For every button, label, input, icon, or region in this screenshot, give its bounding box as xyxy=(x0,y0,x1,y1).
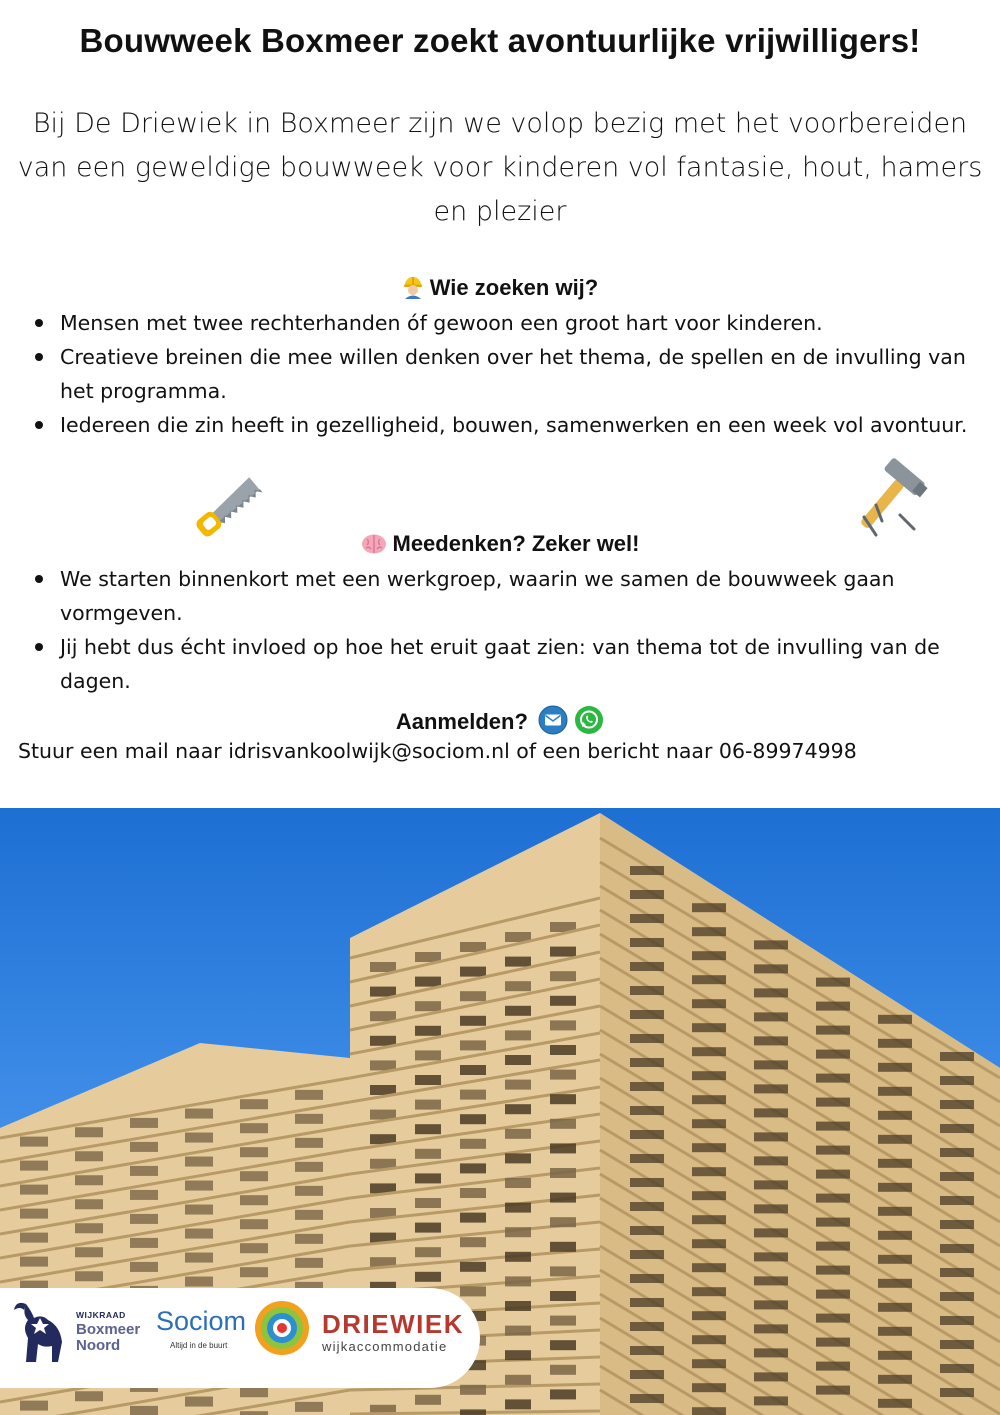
pallet-gap xyxy=(130,1406,158,1415)
pallet-gap xyxy=(754,1060,788,1069)
pallet-gap xyxy=(630,1346,664,1355)
pallet-gap xyxy=(630,1034,664,1043)
pallet-gap xyxy=(550,1070,576,1080)
pallet-gap xyxy=(550,1365,576,1375)
pallet-gap xyxy=(185,1157,213,1167)
pallet-gap xyxy=(415,1149,441,1159)
pallet-gap xyxy=(295,1234,323,1244)
pallet-gap xyxy=(75,1151,103,1161)
construction-worker-icon xyxy=(402,275,424,305)
pallet-gap xyxy=(460,1090,486,1100)
intro-line: van een geweldige bouwweek voor kinderen vol fantasie, hout, hamers xyxy=(17,152,983,183)
pallet-gap xyxy=(20,1401,48,1411)
pallet-gap xyxy=(370,1036,396,1046)
pallet-gap xyxy=(20,1137,48,1147)
wijkraad-goat-logo-icon xyxy=(12,1298,68,1368)
pallet-gap xyxy=(295,1114,323,1124)
pallet-gap xyxy=(630,1130,664,1139)
pallet-gap xyxy=(816,1338,850,1347)
pallet-gap xyxy=(295,1258,323,1268)
pallet-gap xyxy=(692,951,726,960)
pallet-gap xyxy=(460,1065,486,1075)
pallet-gap xyxy=(816,1314,850,1323)
pallet-gap xyxy=(550,1340,576,1350)
pallet-gap xyxy=(754,1396,788,1405)
pallet-gap xyxy=(295,1162,323,1172)
pallet-gap xyxy=(370,1011,396,1021)
pallet-gap xyxy=(878,1231,912,1240)
pallet-gap xyxy=(816,1074,850,1083)
pallet-gap xyxy=(295,1210,323,1220)
pallet-gap xyxy=(75,1127,103,1137)
pallet-gap xyxy=(754,1108,788,1117)
pallet-gap xyxy=(505,1153,531,1163)
pallet-gap xyxy=(940,1340,974,1349)
pallet-gap xyxy=(754,1252,788,1261)
pallet-gap xyxy=(130,1238,158,1248)
pallet-gap xyxy=(505,1399,531,1409)
pallet-gap xyxy=(878,1207,912,1216)
pallet-gap xyxy=(816,1290,850,1299)
pallet-gap xyxy=(460,1262,486,1272)
pallet-gap xyxy=(692,1359,726,1368)
pallet-gap xyxy=(415,1050,441,1060)
pallet-gap xyxy=(692,927,726,936)
pallet-gap xyxy=(550,1242,576,1252)
pallet-gap xyxy=(630,1202,664,1211)
pallet-gap xyxy=(630,1178,664,1187)
pallet-gap xyxy=(692,975,726,984)
pallet-gap xyxy=(130,1214,158,1224)
pallet-gap xyxy=(460,1237,486,1247)
pallet-gap xyxy=(692,999,726,1008)
wijkraad-label: WIJKRAAD xyxy=(76,1310,126,1320)
pallet-gap xyxy=(878,1015,912,1024)
pallet-gap xyxy=(630,1274,664,1283)
pallet-gap xyxy=(630,1082,664,1091)
pallet-gap xyxy=(878,1135,912,1144)
pallet-gap xyxy=(940,1364,974,1373)
pallet-gap xyxy=(550,947,576,957)
pallet-gap xyxy=(415,1075,441,1085)
pallet-gap xyxy=(505,1203,531,1213)
pallet-gap xyxy=(415,1124,441,1134)
pallet-gap xyxy=(415,952,441,962)
pallet-gap xyxy=(415,1272,441,1282)
pallet-gap xyxy=(940,1052,974,1061)
email-icon[interactable] xyxy=(538,705,568,735)
pallet-gap xyxy=(240,1411,268,1415)
pallet-gap xyxy=(370,987,396,997)
pallet-gap xyxy=(75,1391,103,1401)
pallet-gap xyxy=(460,1040,486,1050)
pallet-gap xyxy=(816,1026,850,1035)
pallet-gap xyxy=(754,1324,788,1333)
pallet-gap xyxy=(630,938,664,947)
intro-line: en plezier xyxy=(433,196,567,227)
pallet-gap xyxy=(878,1255,912,1264)
pallet-gap xyxy=(754,1132,788,1141)
pallet-gap xyxy=(692,1239,726,1248)
pallet-gap xyxy=(505,1276,531,1286)
pallet-gap xyxy=(130,1118,158,1128)
section-who-title: Wie zoeken wij? xyxy=(429,275,599,300)
pallet-gap xyxy=(940,1244,974,1253)
pallet-gap xyxy=(550,1143,576,1153)
pallet-gap xyxy=(878,1111,912,1120)
pallet-gap xyxy=(816,1122,850,1131)
pallet-gap xyxy=(460,1385,486,1395)
pallet-gap xyxy=(816,1170,850,1179)
pallet-gap xyxy=(550,1266,576,1276)
pallet-gap xyxy=(75,1223,103,1233)
pallet-gap xyxy=(460,1163,486,1173)
pallet-gap xyxy=(630,1370,664,1379)
hammer-and-nails-icon xyxy=(842,455,934,541)
pallet-gap xyxy=(75,1271,103,1281)
pallet-gap xyxy=(370,962,396,972)
pallet-gap xyxy=(240,1267,268,1277)
pallet-gap xyxy=(692,1287,726,1296)
pallet-gap xyxy=(816,1050,850,1059)
pallet-gap xyxy=(460,1188,486,1198)
pallet-gap xyxy=(415,1223,441,1233)
pallet-gap xyxy=(75,1175,103,1185)
section-think-heading xyxy=(0,531,1000,561)
pallet-gap xyxy=(878,1087,912,1096)
pallet-gap xyxy=(940,1100,974,1109)
pallet-gap xyxy=(940,1388,974,1397)
pallet-gap xyxy=(415,1247,441,1257)
pallet-gap xyxy=(878,1279,912,1288)
pallet-gap xyxy=(550,1168,576,1178)
pallet-gap xyxy=(185,1205,213,1215)
pallet-gap xyxy=(415,977,441,987)
pallet-gap xyxy=(505,1006,531,1016)
list-item: Iedereen die zin heeft in gezelligheid, bouwen, samenwerken en een week vol avontuur. xyxy=(30,408,975,442)
pallet-gap xyxy=(550,1291,576,1301)
pallet-gap xyxy=(630,1154,664,1163)
pallet-gap xyxy=(754,1084,788,1093)
pallet-gap xyxy=(505,1350,531,1360)
pallet-gap xyxy=(754,940,788,949)
pallet-gap xyxy=(816,1194,850,1203)
whatsapp-icon[interactable] xyxy=(574,705,604,735)
pallet-gap xyxy=(692,903,726,912)
pallet-gap xyxy=(505,1178,531,1188)
pallet-gap xyxy=(550,1193,576,1203)
pallet-gap xyxy=(505,1030,531,1040)
pallet-gap xyxy=(940,1292,974,1301)
pallet-gap xyxy=(75,1199,103,1209)
pallet-gap xyxy=(240,1099,268,1109)
pallet-gap xyxy=(460,1016,486,1026)
pallet-gap xyxy=(940,1076,974,1085)
pallet-gap xyxy=(185,1181,213,1191)
sociom-tagline: Altijd in de buurt xyxy=(170,1341,228,1350)
pallet-gap xyxy=(692,1215,726,1224)
pallet-gap xyxy=(692,1407,726,1415)
page-title: Bouwweek Boxmeer zoekt avontuurlijke vrijwilligers! xyxy=(79,22,921,59)
pallet-gap xyxy=(878,1039,912,1048)
pallet-gap xyxy=(240,1171,268,1181)
pallet-gap xyxy=(505,1326,531,1336)
pallet-gap xyxy=(550,1119,576,1129)
pallet-gap xyxy=(692,1119,726,1128)
pallet-gap xyxy=(816,978,850,987)
pallet-gap xyxy=(550,1217,576,1227)
pallet-gap xyxy=(878,1063,912,1072)
pallet-gap xyxy=(130,1262,158,1272)
pallet-gap xyxy=(692,1191,726,1200)
pallet-gap xyxy=(816,1146,850,1155)
pallet-gap xyxy=(185,1253,213,1263)
pallet-gap xyxy=(505,981,531,991)
pallet-gap xyxy=(754,1156,788,1165)
list-item: Mensen met twee rechterhanden óf gewoon een groot hart voor kinderen. xyxy=(30,306,975,340)
pallet-gap xyxy=(240,1195,268,1205)
pallet-gap xyxy=(460,1286,486,1296)
pallet-gap xyxy=(692,1095,726,1104)
pallet-gap xyxy=(240,1387,268,1397)
pallet-gap xyxy=(550,971,576,981)
pallet-gap xyxy=(878,1327,912,1336)
brain-icon xyxy=(361,533,387,561)
section-think-title: Meedenken? Zeker wel! xyxy=(392,531,640,556)
pallet-gap xyxy=(940,1196,974,1205)
pallet-gap xyxy=(630,890,664,899)
pallet-gap xyxy=(816,1242,850,1251)
wijkraad-line: Noord xyxy=(76,1337,121,1354)
pallet-gap xyxy=(505,1301,531,1311)
pallet-gap xyxy=(505,957,531,967)
pallet-gap xyxy=(505,1129,531,1139)
pallet-gap xyxy=(692,1263,726,1272)
pallet-gap xyxy=(505,1227,531,1237)
pallet-gap xyxy=(878,1303,912,1312)
pallet-gap xyxy=(630,1394,664,1403)
pallet-gap xyxy=(878,1351,912,1360)
pallet-gap xyxy=(692,1143,726,1152)
pallet-gap xyxy=(20,1233,48,1243)
pallet-gap xyxy=(630,1106,664,1115)
pallet-gap xyxy=(415,1198,441,1208)
pallet-gap xyxy=(630,1226,664,1235)
pallet-gap xyxy=(630,1298,664,1307)
pallet-gap xyxy=(940,1268,974,1277)
pallet-gap xyxy=(878,1399,912,1408)
apply-heading xyxy=(0,705,1000,741)
pallet-gap xyxy=(415,1001,441,1011)
pallet-gap xyxy=(630,1322,664,1331)
pallet-gap xyxy=(940,1124,974,1133)
pallet-gap xyxy=(415,1100,441,1110)
wijkraad-line: Boxmeer xyxy=(76,1321,141,1338)
pallet-gap xyxy=(505,1252,531,1262)
pallet-gap xyxy=(20,1209,48,1219)
pallet-gap xyxy=(460,967,486,977)
list-item: We starten binnenkort met een werkgroep, waarin we samen de bouwweek gaan vormgeven. xyxy=(30,562,975,630)
pallet-gap xyxy=(816,1362,850,1371)
pallet-gap xyxy=(505,1375,531,1385)
driewiek-logo-text: DRIEWIEK xyxy=(322,1309,464,1339)
sociom-logo-text: Sociom xyxy=(156,1306,247,1336)
pallet-gap xyxy=(754,1180,788,1189)
pallet-gap xyxy=(816,1266,850,1275)
pallet-gap xyxy=(460,991,486,1001)
pallet-gap xyxy=(878,1159,912,1168)
list-item: Creatieve breinen die mee willen denken over het thema, de spellen en de invulling van het programma. xyxy=(30,340,975,408)
pallet-gap xyxy=(185,1397,213,1407)
pallet-gap xyxy=(295,1090,323,1100)
pallet-gap xyxy=(692,1047,726,1056)
pallet-gap xyxy=(630,914,664,923)
pallet-gap xyxy=(550,1045,576,1055)
pallet-gap xyxy=(754,1276,788,1285)
pallet-gap xyxy=(692,1335,726,1344)
partner-logos xyxy=(0,1288,480,1388)
pallet-gap xyxy=(692,1023,726,1032)
pallet-gap xyxy=(460,1114,486,1124)
pallet-gap xyxy=(295,1186,323,1196)
pallet-gap xyxy=(692,1383,726,1392)
apply-title: Aanmelden? xyxy=(395,709,528,734)
pallet-gap xyxy=(130,1142,158,1152)
pallet-gap xyxy=(754,988,788,997)
pallet-gap xyxy=(415,1026,441,1036)
who-list xyxy=(30,306,975,442)
pallet-gap xyxy=(460,1139,486,1149)
section-who-heading xyxy=(0,275,1000,305)
pallet-gap xyxy=(295,1402,323,1412)
pallet-gap xyxy=(754,964,788,973)
pallet-gap xyxy=(75,1247,103,1257)
pallet-gap xyxy=(940,1220,974,1229)
pallet-gap xyxy=(550,1389,576,1399)
intro-paragraph xyxy=(10,102,990,234)
pallet-gap xyxy=(185,1133,213,1143)
pallet-gap xyxy=(692,1071,726,1080)
target-rings-logo-icon xyxy=(254,1300,310,1360)
pallet-gap xyxy=(630,1058,664,1067)
pallet-gap xyxy=(754,1204,788,1213)
pallet-gap xyxy=(816,1098,850,1107)
pallet-gap xyxy=(505,1080,531,1090)
wijkraad-name xyxy=(76,1322,140,1354)
pallet-gap xyxy=(692,1167,726,1176)
pallet-gap xyxy=(240,1243,268,1253)
pallet-gap xyxy=(415,1173,441,1183)
pallet-gap xyxy=(878,1375,912,1384)
pallet-gap xyxy=(20,1185,48,1195)
pallet-gap xyxy=(550,1020,576,1030)
pallet-gap xyxy=(505,1104,531,1114)
pallet-gap xyxy=(816,1002,850,1011)
contact-text: Stuur een mail naar idrisvankoolwijk@sociom.nl of een bericht naar 06-89974998 xyxy=(18,739,857,763)
pallet-gap xyxy=(415,1395,441,1405)
pallet-gap xyxy=(240,1219,268,1229)
pallets-stack-photo xyxy=(0,808,1000,1415)
pallet-gap xyxy=(130,1166,158,1176)
pallet-gap xyxy=(940,1172,974,1181)
pallet-gap xyxy=(754,1348,788,1357)
pallet-gap xyxy=(295,1138,323,1148)
think-list xyxy=(30,562,975,698)
pallet-gap xyxy=(240,1147,268,1157)
pallet-gap xyxy=(630,1250,664,1259)
pallet-gap xyxy=(550,1094,576,1104)
pallet-gap xyxy=(550,996,576,1006)
driewiek-subtitle: wijkaccommodatie xyxy=(322,1339,448,1354)
list-item: Jij hebt dus écht invloed op hoe het eruit gaat zien: van thema tot de invulling van de dagen. xyxy=(30,630,975,698)
pallet-gap xyxy=(692,1311,726,1320)
pallet-gap xyxy=(754,1036,788,1045)
pallet-gap xyxy=(878,1183,912,1192)
pallet-gap xyxy=(754,1012,788,1021)
pallet-gap xyxy=(505,1055,531,1065)
pallet-gap xyxy=(630,986,664,995)
pallet-gap xyxy=(940,1148,974,1157)
pallet-gap xyxy=(130,1190,158,1200)
pallet-gap xyxy=(460,1409,486,1415)
pallet-gap xyxy=(630,866,664,875)
intro-line: Bij De Driewiek in Boxmeer zijn we volop bezig met het voorbereiden xyxy=(32,108,968,139)
pallet-gap xyxy=(630,1010,664,1019)
pallet-gap xyxy=(754,1372,788,1381)
pallet-gap xyxy=(940,1316,974,1325)
pallet-gap xyxy=(185,1109,213,1119)
pallet-gap xyxy=(460,1213,486,1223)
pallet-gap xyxy=(185,1277,213,1287)
pallet-gap xyxy=(185,1229,213,1239)
pallet-gap xyxy=(240,1123,268,1133)
pallet-gap xyxy=(754,1228,788,1237)
pallet-gap xyxy=(754,1300,788,1309)
pallet-gap xyxy=(630,962,664,971)
pallet-gap xyxy=(20,1257,48,1267)
pallet-gap xyxy=(550,1316,576,1326)
pallet-gap xyxy=(20,1161,48,1171)
pallet-gap xyxy=(816,1386,850,1395)
pallet-gap xyxy=(816,1218,850,1227)
